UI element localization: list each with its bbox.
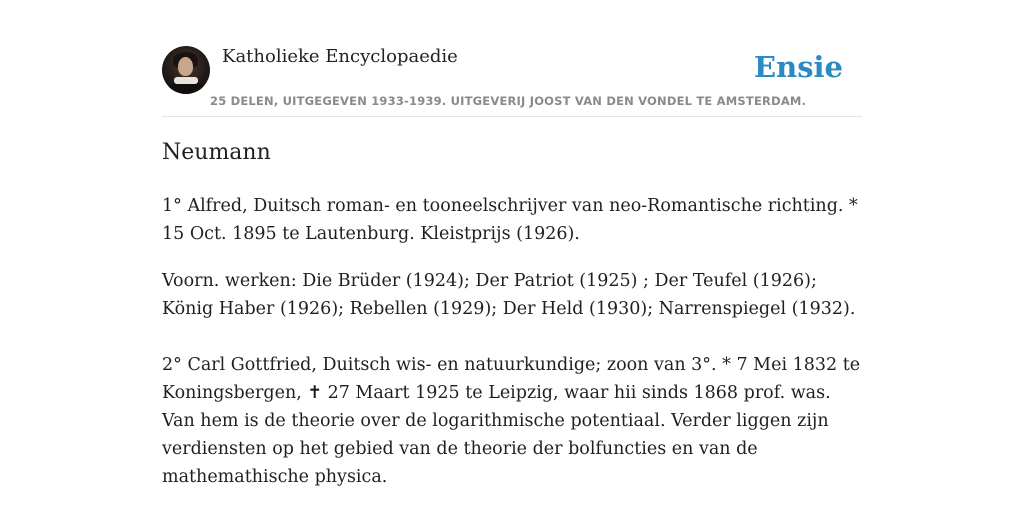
entry-paragraph: Voorn. werken: Die Brüder (1924); Der Patriot (1925) ; Der Teufel (1926); König Haber (1926); Rebellen (1929); Der Held (1930); Narrenspiegel (1932). [162, 271, 856, 319]
portrait-avatar-icon[interactable] [162, 46, 210, 94]
entry-paragraph: 1° Alfred, Duitsch roman- en tooneelschrijver van neo-Romantische richting. * 15 Oct. 1895 te Lautenburg. Kleistprijs (1926). [162, 196, 858, 244]
publication-header [162, 44, 862, 117]
publication-subtitle: 25 DELEN, UITGEGEVEN 1933-1939. UITGEVERIJ JOOST VAN DEN VONDEL TE AMSTERDAM. [210, 94, 807, 108]
publication-title[interactable]: Katholieke Encyclopaedie [222, 46, 458, 67]
avatar-collar [174, 77, 198, 84]
avatar-face [178, 57, 193, 76]
ensie-logo-link[interactable]: Ensie [754, 50, 843, 84]
entry-title: Neumann [162, 140, 271, 165]
entry-paragraph: 2° Carl Gottfried, Duitsch wis- en natuurkundige; zoon van 3°. * 7 Mei 1832 te Koningsbergen, ✝ 27 Maart 1925 te Leipzig, waar hii sinds 1868 prof. was. Van hem is de theorie over de logarithmische potentiaal. Verder liggen zijn verdiensten op het gebied van de theorie der bolfuncties en van de mathemathische physica. [162, 355, 861, 487]
